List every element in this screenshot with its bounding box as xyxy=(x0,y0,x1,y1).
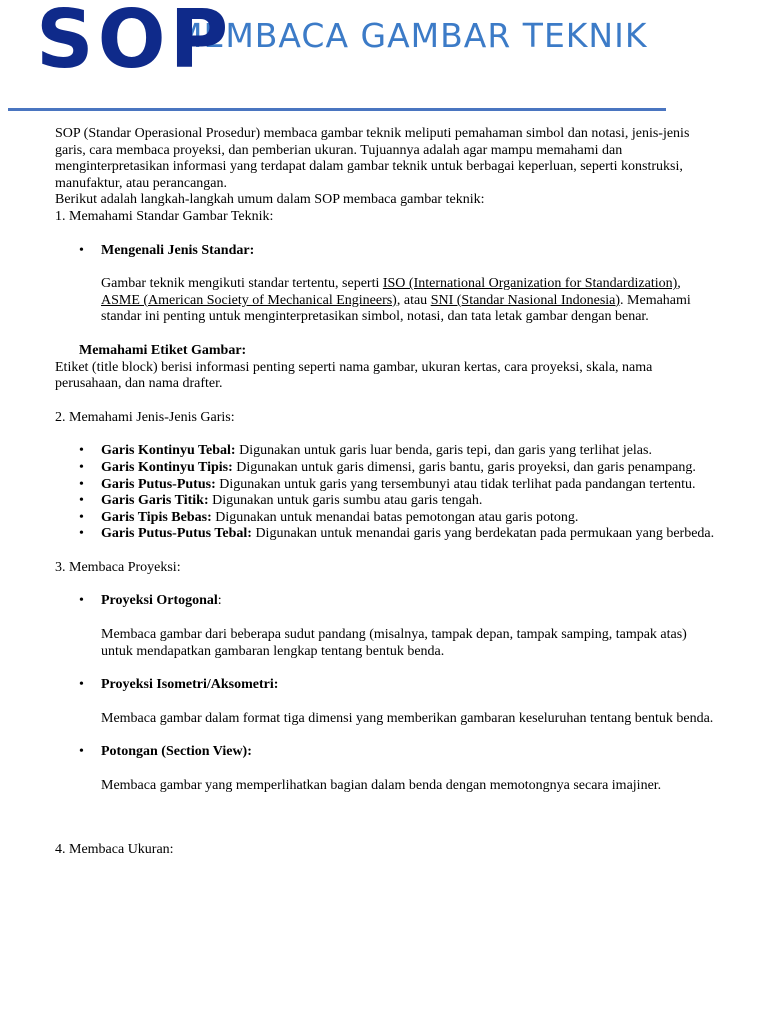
projection-paragraph-2: Membaca gambar dalam format tiga dimensi yang memberikan gambaran keseluruhan tentang bentuk benda. xyxy=(101,710,714,726)
sni-link[interactable]: SNI (Standar Nasional Indonesia) xyxy=(430,292,621,308)
intro-steps: Berikut adalah langkah-langkah umum dalam SOP membaca gambar teknik: xyxy=(55,192,485,208)
list-item: • Garis Kontinyu Tebal: Digunakan untuk garis luar benda, garis tepi, dan garis yang terlihat jelas. xyxy=(101,443,717,460)
title-rule xyxy=(8,108,666,111)
list-item: • Mengenali Jenis Standar: xyxy=(101,243,717,260)
intro-paragraph: SOP (Standar Operasional Prosedur) membaca gambar teknik meliputi pemahaman simbol dan notasi, jenis-jenis garis, cara membaca proyeksi, dan pemberian ukuran. Tujuannya adalah agar mampu memahami dan menginterpretasikan informasi yang terdapat dalam gambar teknik untuk berbagai keperluan, seperti konstruksi, manufaktur, atau perancangan. xyxy=(55,126,690,191)
list-item: • Garis Garis Titik: Digunakan untuk garis sumbu atau garis tengah. xyxy=(101,493,717,510)
section-1-heading: 1. Memahami Standar Gambar Teknik: xyxy=(55,208,274,224)
projection-list-3 xyxy=(55,744,717,761)
list-item: • Potongan (Section View): xyxy=(101,744,717,761)
etiket-paragraph: Etiket (title block) berisi informasi penting seperti nama gambar, ukuran kertas, cara proyeksi, skala, nama perusahaan, dan nama drafter. xyxy=(55,359,653,392)
projection-list-2 xyxy=(55,677,717,694)
etiket-heading: Memahami Etiket Gambar: xyxy=(79,342,247,358)
list-item: • Proyeksi Isometri/Aksometri: xyxy=(101,677,717,694)
projection-paragraph-1: Membaca gambar dari beberapa sudut pandang (misalnya, tampak depan, tampak samping, tampak atas) untuk mendapatkan gambaran lengkap tentang bentuk benda. xyxy=(101,627,687,659)
line-types-list xyxy=(55,443,717,543)
standard-paragraph: Gambar teknik mengikuti standar tertentu, seperti ISO (International Organization for Standardization), ASME (American Society of Mechanical Engineers), atau SNI (Standar Nasional Indonesia). Memahami standar ini penting untuk menginterpretasikan simbol, notasi, dan tata letak gambar dengan benar. xyxy=(101,276,691,325)
list-item: • Proyeksi Ortogonal: xyxy=(101,593,717,610)
list-item: • Garis Tipis Bebas: Digunakan untuk menandai batas pemotongan atau garis potong. xyxy=(101,510,717,527)
section-2-heading: 2. Memahami Jenis-Jenis Garis: xyxy=(55,409,235,425)
projection-paragraph-3: Membaca gambar yang memperlihatkan bagian dalam benda dengan memotongnya secara imajiner. xyxy=(101,778,662,794)
asme-link[interactable]: ASME (American Society of Mechanical Engineers) xyxy=(101,292,397,308)
iso-link[interactable]: ISO (International Organization for Standardization) xyxy=(382,276,678,292)
list-item: • Garis Putus-Putus: Digunakan untuk garis yang tersembunyi atau tidak terlihat pada pandangan tertentu. xyxy=(101,477,717,494)
standard-list xyxy=(55,243,717,260)
section-4-heading: 4. Membaca Ukuran: xyxy=(55,841,174,857)
section-3-heading: 3. Membaca Proyeksi: xyxy=(55,559,181,575)
document-body xyxy=(55,126,717,858)
page-title: MEMBACA GAMBAR TEKNIK xyxy=(174,16,648,55)
sop-logo: SOP xyxy=(36,0,233,86)
projection-list-1 xyxy=(55,593,717,610)
list-item: • Garis Putus-Putus Tebal: Digunakan untuk menandai garis yang berdekatan pada permukaan yang berbeda. xyxy=(101,526,717,543)
list-item: • Garis Kontinyu Tipis: Digunakan untuk garis dimensi, garis bantu, garis proyeksi, dan garis penampang. xyxy=(101,460,717,477)
